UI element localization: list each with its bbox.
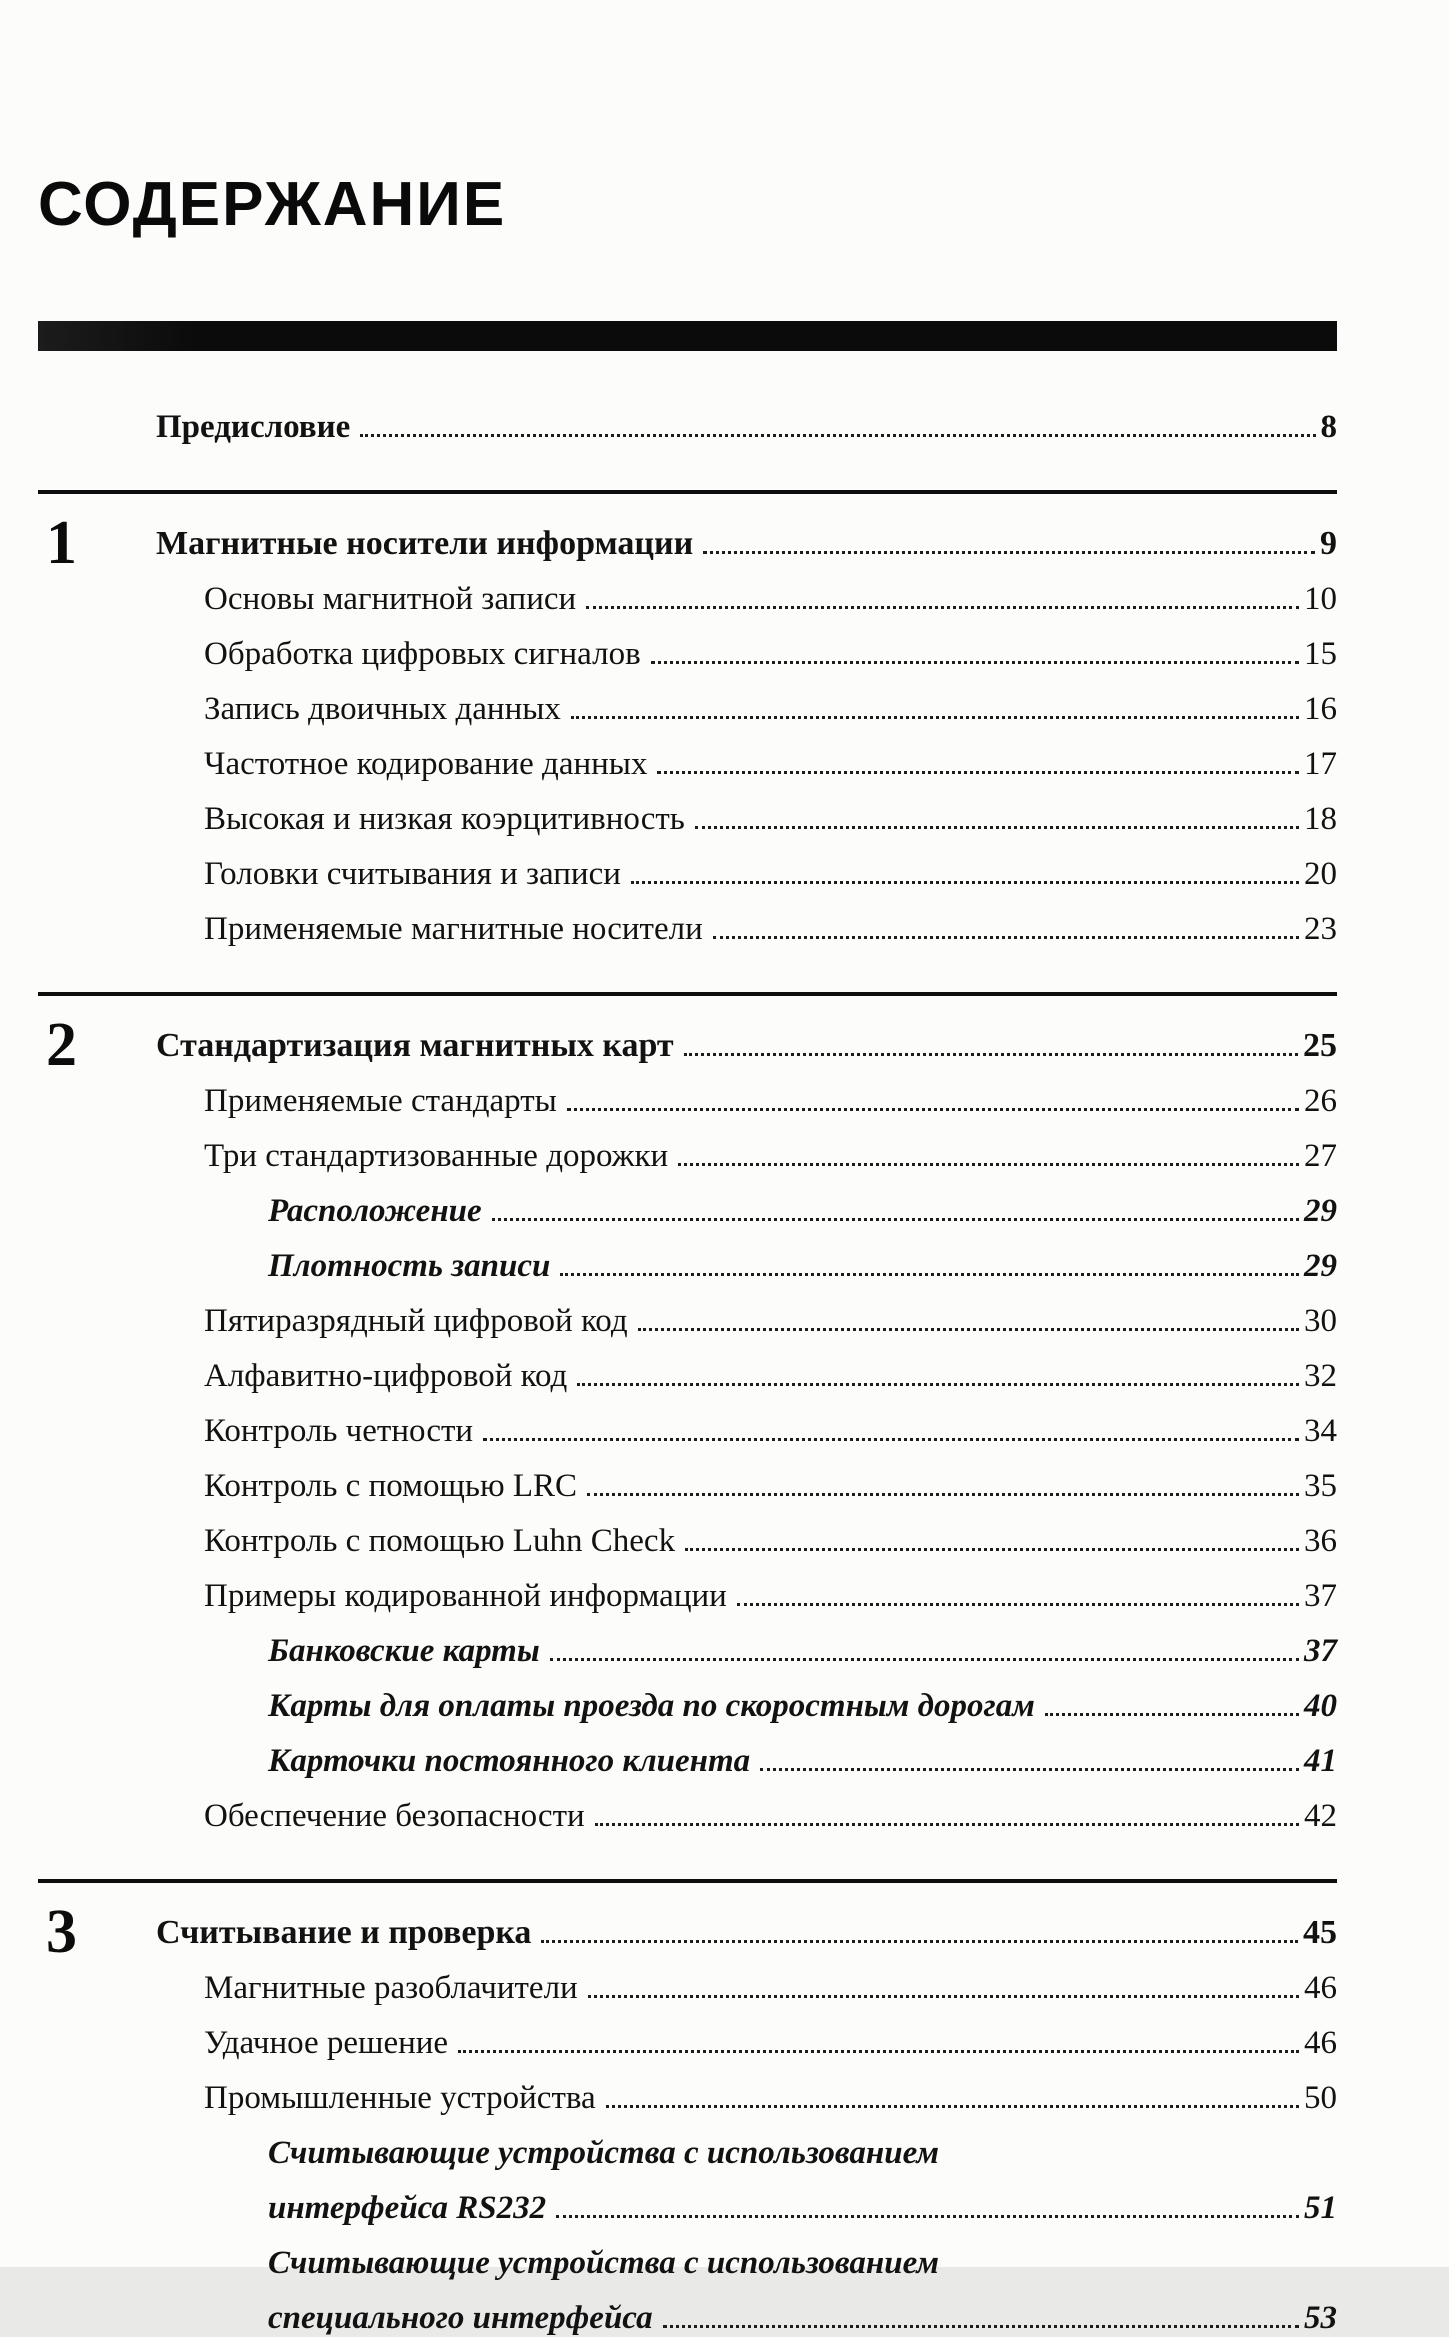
- dot-leader: [703, 551, 1315, 554]
- dot-leader: [556, 2215, 1299, 2218]
- entry-label: Банковские карты: [268, 1633, 540, 1670]
- entry-page-number: 16: [1304, 691, 1337, 728]
- entry-label: Головки считывания и записи: [204, 856, 621, 893]
- toc-entry-continued: [268, 2117, 1337, 2172]
- entry-page-number: 37: [1304, 1578, 1337, 1615]
- chapter-body: [38, 508, 1337, 948]
- entry-page-number: 36: [1304, 1523, 1337, 1560]
- entry-label: Обеспечение безопасности: [204, 1798, 585, 1835]
- dot-leader: [571, 716, 1299, 719]
- entry-label: Основы магнитной записи: [204, 581, 577, 618]
- chapter-number: 3: [46, 1898, 77, 1967]
- toc-entry: [268, 2282, 1337, 2337]
- chapter-title-entry: [156, 1010, 1337, 1065]
- toc-entry: [268, 1615, 1337, 1670]
- entry-page-number: 42: [1304, 1798, 1337, 1835]
- toc-entry: [204, 563, 1337, 618]
- toc-entry: [204, 783, 1337, 838]
- entry-page-number: 23: [1304, 911, 1337, 948]
- entry-label: Магнитные разоблачители: [204, 1970, 578, 2007]
- entry-page-number: 25: [1303, 1027, 1337, 1065]
- toc-entry: [204, 1120, 1337, 1175]
- entry-page-number: 9: [1320, 525, 1337, 563]
- toc-entry: [204, 2007, 1337, 2062]
- entry-label: Считывающие устройства с использованием: [268, 2135, 940, 2172]
- dot-leader: [631, 881, 1299, 884]
- chapter-content: [156, 508, 1337, 948]
- entry-label: Частотное кодирование данных: [204, 746, 648, 783]
- toc-entry: [268, 2172, 1337, 2227]
- dot-leader: [587, 1493, 1299, 1496]
- dot-leader: [541, 1940, 1298, 1943]
- entry-page-number: 53: [1304, 2300, 1337, 2337]
- entry-page-number: 45: [1303, 1914, 1337, 1952]
- chapter-title-entry: [156, 1897, 1337, 1952]
- entry-label: Считывающие устройства с использованием: [268, 2245, 940, 2282]
- entry-label: Считывание и проверка: [156, 1914, 532, 1952]
- toc-entry: [204, 1450, 1337, 1505]
- toc-entry: [204, 893, 1337, 948]
- chapter-body: [38, 1010, 1337, 1835]
- entry-label: Три стандартизованные дорожки: [204, 1138, 669, 1175]
- entry-label: Карточки постоянного клиента: [268, 1743, 751, 1780]
- entry-label: Обработка цифровых сигналов: [204, 636, 641, 673]
- dot-leader: [560, 1273, 1299, 1276]
- section-divider: [38, 1879, 1337, 1883]
- dot-leader: [492, 1218, 1299, 1221]
- toc-entry: [268, 1230, 1337, 1285]
- dot-leader: [695, 826, 1299, 829]
- dot-leader: [588, 1995, 1299, 1998]
- entry-page-number: 34: [1304, 1413, 1337, 1450]
- dot-leader: [458, 2050, 1299, 2053]
- toc-entry: [268, 1670, 1337, 1725]
- entry-label: Запись двоичных данных: [204, 691, 561, 728]
- entry-page-number: 27: [1304, 1138, 1337, 1175]
- entry-label: Пятиразрядный цифровой код: [204, 1303, 628, 1340]
- dot-leader: [595, 1823, 1299, 1826]
- chapter-number: 2: [46, 1011, 77, 1080]
- dot-leader: [577, 1383, 1299, 1386]
- toc-entry: [204, 1505, 1337, 1560]
- toc-entry: [204, 1395, 1337, 1450]
- dot-leader: [1045, 1713, 1299, 1716]
- entry-label: Промышленные устройства: [204, 2080, 596, 2117]
- toc-entry: [204, 1780, 1337, 1835]
- entry-label: Плотность записи: [268, 1248, 551, 1285]
- toc-entry: [204, 728, 1337, 783]
- dot-leader: [663, 2325, 1299, 2328]
- entry-page-number: 20: [1304, 856, 1337, 893]
- dot-leader: [657, 771, 1299, 774]
- chapter-section: [38, 992, 1337, 1835]
- chapter-content: [156, 1897, 1337, 2337]
- toc-entry: [204, 838, 1337, 893]
- toc-entry: [204, 1560, 1337, 1615]
- entry-page-number: 30: [1304, 1303, 1337, 1340]
- entry-label: Магнитные носители информации: [156, 525, 694, 563]
- dot-leader: [360, 434, 1315, 437]
- dot-leader: [567, 1108, 1299, 1111]
- toc-entry: [204, 1952, 1337, 2007]
- page-title: СОДЕРЖАНИЕ: [38, 170, 507, 239]
- entry-label: интерфейса RS232: [268, 2190, 547, 2227]
- entry-label: специального интерфейса: [268, 2300, 653, 2337]
- entry-label: Контроль с помощью Luhn Check: [204, 1523, 676, 1560]
- chapters-list: [38, 490, 1337, 2337]
- toc-entry: [204, 1340, 1337, 1395]
- chapter-title-entry: [156, 508, 1337, 563]
- chapter-content: [156, 1010, 1337, 1835]
- entry-label: Расположение: [268, 1193, 482, 1230]
- entry-page-number: 46: [1304, 2025, 1337, 2062]
- entry-page-number: 32: [1304, 1358, 1337, 1395]
- entry-label: Примеры кодированной информации: [204, 1578, 727, 1615]
- chapter-body: [38, 1897, 1337, 2337]
- entry-page-number: 46: [1304, 1970, 1337, 2007]
- dot-leader: [760, 1768, 1299, 1771]
- dot-leader: [713, 936, 1299, 939]
- toc-entry: [268, 1175, 1337, 1230]
- toc-entry-preface: [156, 391, 1337, 446]
- toc-entry: [268, 1725, 1337, 1780]
- section-divider: [38, 490, 1337, 494]
- entry-label: Контроль с помощью LRC: [204, 1468, 578, 1505]
- entry-label: Алфавитно-цифровой код: [204, 1358, 568, 1395]
- entry-label: Высокая и низкая коэрцитивность: [204, 801, 685, 838]
- dot-leader: [483, 1438, 1299, 1441]
- section-divider: [38, 992, 1337, 996]
- entry-page-number: 40: [1304, 1688, 1337, 1725]
- entry-label: Контроль четности: [204, 1413, 474, 1450]
- dot-leader: [550, 1658, 1299, 1661]
- chapter-number: 1: [46, 509, 77, 578]
- toc-entry: [204, 1285, 1337, 1340]
- dot-leader: [586, 606, 1299, 609]
- entry-page-number: 15: [1304, 636, 1337, 673]
- entry-page-number: 29: [1304, 1248, 1337, 1285]
- dot-leader: [638, 1328, 1299, 1331]
- entry-page-number: 37: [1304, 1633, 1337, 1670]
- entry-page-number: 29: [1304, 1193, 1337, 1230]
- dot-leader: [678, 1163, 1299, 1166]
- entry-page-number: 41: [1304, 1743, 1337, 1780]
- title-divider-bar: [38, 321, 1337, 351]
- dot-leader: [685, 1548, 1299, 1551]
- entry-label: Предисловие: [156, 409, 351, 446]
- toc-entry-continued: [268, 2227, 1337, 2282]
- toc-entry: [204, 2062, 1337, 2117]
- dot-leader: [606, 2105, 1299, 2108]
- dot-leader: [737, 1603, 1299, 1606]
- toc-entry: [204, 673, 1337, 728]
- entry-page-number: 51: [1304, 2190, 1337, 2227]
- chapter-section: [38, 1879, 1337, 2337]
- entry-label: Применяемые магнитные носители: [204, 911, 703, 948]
- entry-page-number: 10: [1304, 581, 1337, 618]
- toc-entry: [204, 1065, 1337, 1120]
- entry-label: Карты для оплаты проезда по скоростным дорогам: [268, 1688, 1035, 1725]
- entry-page-number: 50: [1304, 2080, 1337, 2117]
- entry-label: Применяемые стандарты: [204, 1083, 557, 1120]
- entry-page-number: 26: [1304, 1083, 1337, 1120]
- entry-label: Стандартизация магнитных карт: [156, 1027, 674, 1065]
- dot-leader: [651, 661, 1299, 664]
- entry-page-number: 8: [1320, 409, 1337, 446]
- entry-label: Удачное решение: [204, 2025, 449, 2062]
- entry-page-number: 18: [1304, 801, 1337, 838]
- entry-page-number: 17: [1304, 746, 1337, 783]
- dot-leader: [684, 1053, 1298, 1056]
- entry-page-number: 35: [1304, 1468, 1337, 1505]
- toc-entry: [204, 618, 1337, 673]
- chapter-section: [38, 490, 1337, 948]
